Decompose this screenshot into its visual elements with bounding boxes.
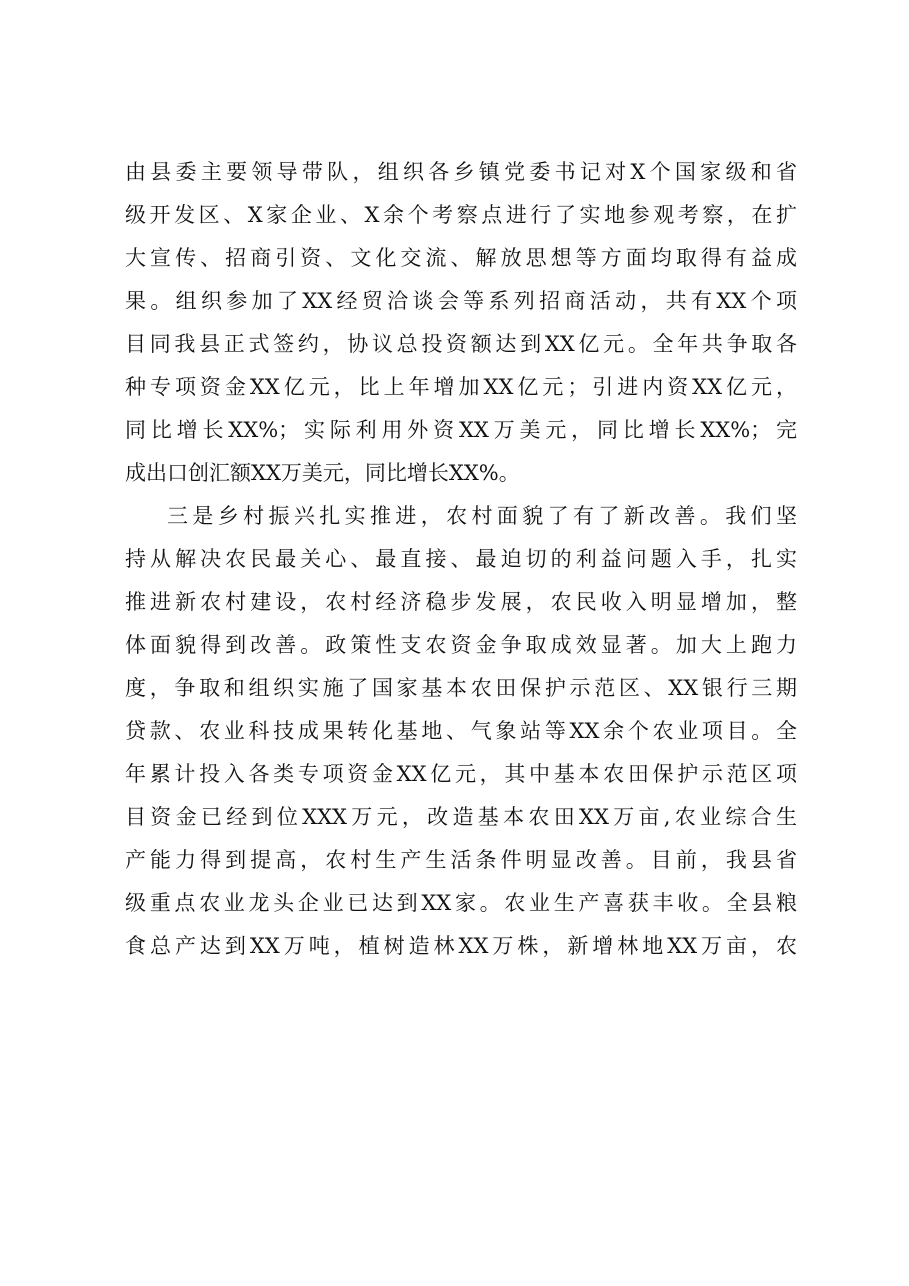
paragraph-2-line-5: 度，争取和组织实施了国家基本农田保护示范区、XX银行三期 — [125, 676, 797, 700]
paragraph-1-line-5: 目同我县正式签约，协议总投资额达到XX亿元。全年共争取各 — [125, 332, 797, 356]
paragraph-2-line-11: 食总产达到XX万吨，植树造林XX万株，新增林地XX万亩，农 — [125, 934, 797, 958]
paragraph-2-line-7: 年累计投入各类专项资金XX亿元，其中基本农田保护示范区项 — [125, 762, 797, 786]
paragraph-1-line-3: 大宣传、招商引资、文化交流、解放思想等方面均取得有益成 — [125, 246, 797, 270]
paragraph-1-line-4: 果。组织参加了XX经贸洽谈会等系列招商活动，共有XX个项 — [125, 289, 797, 313]
paragraph-2-line-10: 级重点农业龙头企业已达到XX家。农业生产喜获丰收。全县粮 — [125, 891, 797, 915]
paragraph-2-line-1: 三是乡村振兴扎实推进，农村面貌了有了新改善。我们坚 — [167, 504, 797, 528]
paragraph-1-line-7: 同比增长XX%；实际利用外资XX万美元，同比增长XX%；完 — [125, 418, 797, 442]
paragraph-1-line-6: 种专项资金XX亿元，比上年增加XX亿元；引进内资XX亿元， — [125, 375, 797, 399]
paragraph-2-line-6: 贷款、农业科技成果转化基地、气象站等XX余个农业项目。全 — [125, 719, 797, 743]
paragraph-2-line-3: 推进新农村建设，农村经济稳步发展，农民收入明显增加，整 — [125, 590, 797, 614]
paragraph-2-line-8: 目资金已经到位XXX万元，改造基本农田XX万亩,农业综合生 — [125, 805, 797, 829]
document-body — [125, 151, 797, 968]
paragraph-2-line-9: 产能力得到提高，农村生产生活条件明显改善。目前，我县省 — [125, 848, 797, 872]
paragraph-2-line-4: 体面貌得到改善。政策性支农资金争取成效显著。加大上跑力 — [125, 633, 797, 657]
paragraph-1-line-8: 成出口创汇额XX万美元，同比增长XX%。 — [125, 461, 520, 485]
paragraph-1-line-1: 由县委主要领导带队，组织各乡镇党委书记对X个国家级和省 — [125, 160, 797, 184]
paragraph-1-line-2: 级开发区、X家企业、X余个考察点进行了实地参观考察，在扩 — [125, 203, 797, 227]
paragraph-2-line-2: 持从解决农民最关心、最直接、最迫切的利益问题入手，扎实 — [125, 547, 797, 571]
